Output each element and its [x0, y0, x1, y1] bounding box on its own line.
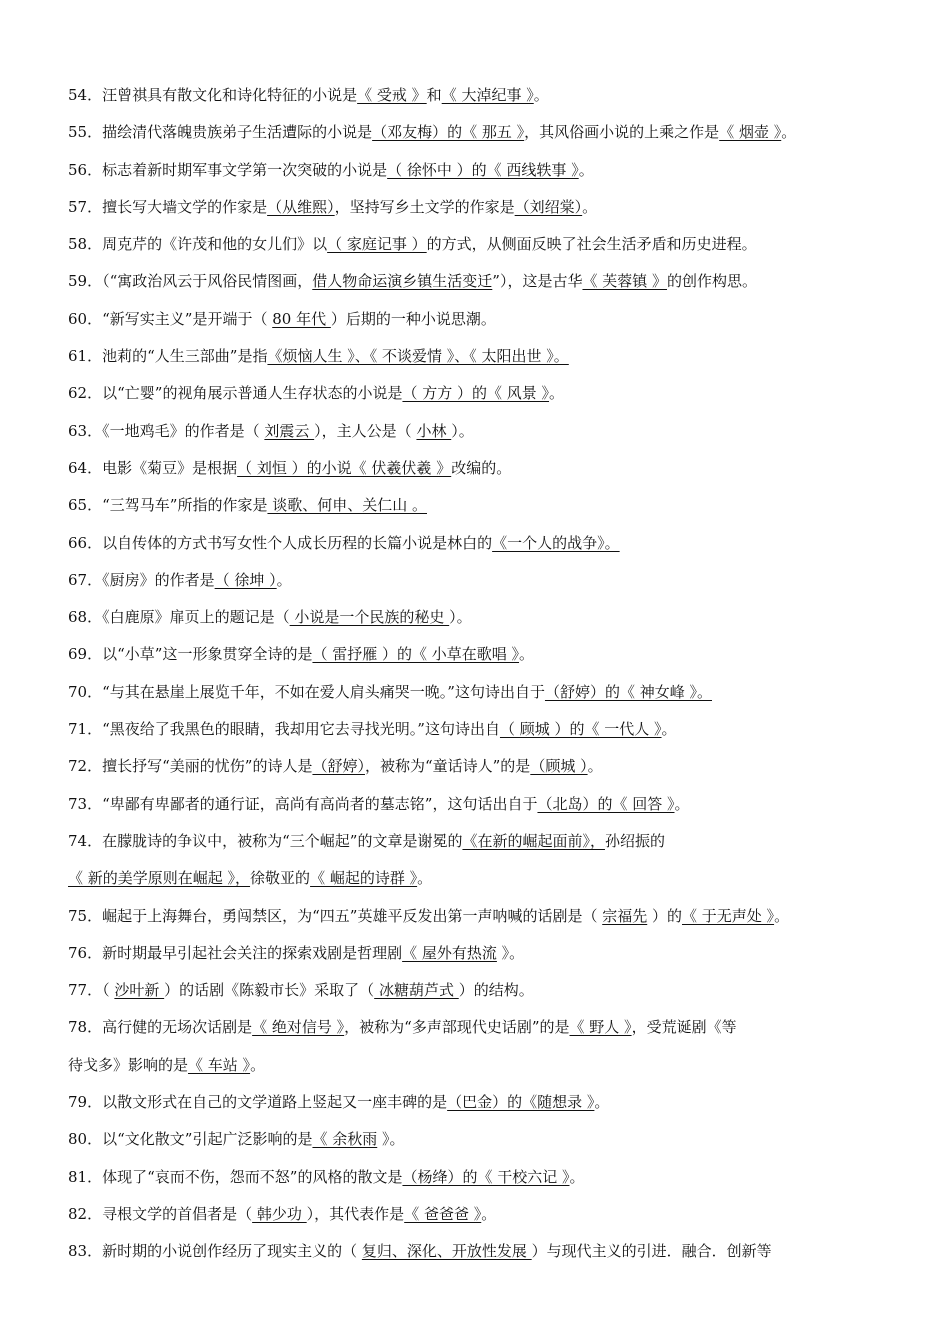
question-line: [68, 898, 890, 935]
question-text: 以“小草”这一形象贯穿全诗的是: [102, 645, 313, 664]
question-text: 以散文形式在自己的文学道路上竖起又一座丰碑的是: [102, 1093, 448, 1112]
question-number: 79: [68, 1093, 88, 1112]
question-number: 66: [68, 533, 88, 552]
question-line: [68, 1047, 890, 1084]
number-separator: ．: [87, 906, 103, 925]
question-text: 以“亡婴”的视角展示普通人生存状态的小说是: [102, 384, 403, 403]
question-text: ，坚持写乡土文学的作家是: [334, 197, 515, 216]
question-text: 。: [533, 86, 549, 104]
number-separator: ．: [87, 421, 103, 440]
question-text: ），其代表作是: [306, 1204, 405, 1223]
question-text: 。: [582, 197, 598, 216]
question-number: 71: [68, 720, 88, 739]
question-number: 81: [68, 1167, 88, 1186]
number-separator: ．: [87, 496, 103, 515]
question-text: 标志着新时期军事文学第一次突破的小说是: [102, 160, 388, 179]
answer-text: （北岛）的《 回答 》: [537, 794, 675, 813]
question-number: 60: [68, 309, 88, 328]
question-text: 寻根文学的首倡者是（: [102, 1204, 253, 1223]
question-text: 崛起于上海舞台，勇闯禁区，为“四五”英雄平反发出第一声呐喊的话剧是（: [102, 906, 603, 925]
number-separator: ．: [87, 757, 103, 776]
answer-text: 《 芙蓉镇 》: [582, 272, 668, 291]
question-number: 76: [68, 943, 88, 962]
question-line: [68, 748, 890, 785]
question-line: [68, 935, 890, 972]
answer-text: （ 徐怀中 ）的《 西线轶事 》: [387, 160, 579, 179]
question-text: （“寓政治风云于风俗民情图画，: [102, 272, 313, 291]
answer-text: 《在新的崛起面前》，: [462, 831, 605, 850]
number-separator: ．: [87, 1093, 103, 1112]
question-text: 。: [519, 645, 535, 664]
question-number: 55: [68, 123, 88, 142]
question-text: 。: [661, 720, 677, 739]
number-separator: ．: [87, 272, 103, 291]
question-number: 78: [68, 1018, 88, 1037]
question-text: 在朦胧诗的争议中，被称为“三个崛起”的文章是谢冕的: [102, 831, 463, 850]
question-line: [68, 525, 890, 562]
number-separator: ．: [87, 570, 103, 589]
answer-text: 沙叶新: [114, 981, 165, 1000]
number-separator: ．: [87, 160, 103, 179]
answer-text: 《 受戒 》: [357, 86, 427, 104]
question-text: 汪曾祺具有散文化和诗化特征的小说是: [102, 86, 358, 104]
answer-text: （ 雷抒雁 ）的《 小草在歌唱 》: [312, 645, 520, 664]
question-text: 。: [276, 570, 292, 589]
number-separator: ．: [87, 347, 103, 366]
answer-text: （ 刘恒 ）的小说《 伏羲伏羲 》: [237, 458, 452, 477]
question-number: 64: [68, 458, 88, 477]
question-line: [68, 786, 890, 823]
answer-text: 《 烟壶 》: [719, 123, 782, 142]
answer-text: （ 方方 ）的《 风景 》: [402, 384, 550, 403]
answer-text: （舒婷）: [312, 757, 365, 776]
question-text: 。: [578, 160, 594, 179]
question-text: ）。: [449, 608, 472, 627]
question-text: “与其在悬崖上展览千年，不如在爱人肩头痛哭一晚。”这句诗出自于: [102, 682, 545, 701]
question-text: 改编的。: [451, 458, 512, 477]
question-line: [68, 1009, 890, 1046]
answer-text: （巴金）的《随想录 》: [447, 1093, 595, 1112]
question-number: 70: [68, 682, 88, 701]
answer-text: （刘绍棠）: [514, 197, 583, 216]
number-separator: ．: [87, 943, 103, 962]
question-line: [68, 450, 890, 487]
question-line: [68, 152, 890, 189]
number-separator: ．: [87, 384, 103, 403]
answer-text: （舒婷）的《 神女峰 》。: [544, 682, 712, 701]
question-text: 擅长写大墙文学的作家是: [102, 197, 268, 216]
answer-text: 谈歌、何申、关仁山 。: [267, 496, 427, 515]
question-number: 74: [68, 831, 88, 850]
question-text: 以“文化散文”引起广泛影响的是: [102, 1130, 313, 1149]
question-text: ）后期的一种小说思潮。: [330, 309, 496, 328]
number-separator: ．: [87, 831, 103, 850]
question-number: 54: [68, 86, 88, 104]
number-separator: ．: [87, 533, 103, 552]
answer-text: 《 大淖纪事 》: [441, 86, 534, 104]
answer-text: 《 绝对信号 》: [252, 1018, 345, 1037]
question-line: [68, 487, 890, 524]
answer-text: （邓友梅）的《 那五 》: [372, 123, 525, 142]
question-text: “卑鄙有卑鄙者的通行证，高尚有高尚者的墓志铭”，这句话出自于: [102, 794, 538, 813]
number-separator: ．: [87, 197, 103, 216]
question-text: 体现了“哀而不伤，怨而不怒”的风格的散文是: [102, 1167, 403, 1186]
answer-text: 《烦恼人生 》、《 不谈爱情 》、《 太阳出世 》。: [267, 347, 569, 366]
answer-text: 《 新的美学原则在崛起 》，: [68, 869, 251, 888]
question-text: 孙绍振的: [604, 831, 665, 850]
question-text: （: [102, 981, 115, 1000]
answer-text: 刘震云: [264, 421, 315, 440]
number-separator: ．: [87, 86, 103, 104]
number-separator: ．: [87, 458, 103, 477]
question-number: 61: [68, 347, 88, 366]
answer-text: 借人物命运演乡镇生活变迁: [312, 272, 493, 291]
number-separator: ．: [87, 682, 103, 701]
answer-text: （从维熙）: [267, 197, 335, 216]
question-text: 电影《菊豆》是根据: [102, 458, 238, 477]
question-line: [68, 338, 890, 375]
question-text: 。: [587, 757, 603, 776]
question-number: 75: [68, 906, 88, 925]
answer-text: 《 崛起的诗群 》: [310, 869, 418, 888]
answer-text: 复归、深化、开放性发展: [361, 1242, 532, 1261]
number-separator: ．: [87, 981, 103, 1000]
question-line: [68, 599, 890, 636]
question-text: ，其风俗画小说的上乘之作是: [524, 123, 720, 142]
question-text: ”），这是古华: [492, 272, 583, 291]
answer-text: （ 家庭记事 ）: [327, 235, 427, 254]
question-text: 。: [594, 1093, 610, 1112]
number-separator: ．: [87, 123, 103, 142]
question-text: 。: [674, 794, 690, 813]
question-line: [68, 375, 890, 412]
question-line: [68, 972, 890, 1009]
question-text: ，被称为“多声部现代史话剧”的是: [344, 1018, 570, 1037]
question-line: [68, 1121, 890, 1158]
question-text: 。: [250, 1055, 266, 1074]
question-list: [68, 77, 890, 1271]
number-separator: ．: [87, 1130, 103, 1149]
question-number: 65: [68, 496, 88, 515]
question-text: 。: [417, 869, 433, 888]
answer-text: （杨绛）的《 干校六记 》: [402, 1167, 570, 1186]
question-number: 56: [68, 160, 88, 179]
question-text: ）的: [647, 906, 683, 925]
question-text: “三驾马车”所指的作家是: [102, 496, 268, 515]
question-line: [68, 114, 890, 151]
question-line: [68, 1084, 890, 1121]
question-line: [68, 1196, 890, 1233]
question-number: 73: [68, 794, 88, 813]
number-separator: ．: [87, 309, 103, 328]
number-separator: ．: [87, 1204, 103, 1223]
answer-text: 冰糖葫芦式: [374, 981, 459, 1000]
question-number: 83: [68, 1242, 88, 1261]
question-text: 的创作构思。: [667, 272, 758, 291]
question-number: 82: [68, 1204, 88, 1223]
number-separator: ．: [87, 235, 103, 254]
answer-text: 《 余秋雨: [312, 1130, 378, 1149]
question-text: 。: [781, 123, 797, 142]
question-line: [68, 636, 890, 673]
answer-text: 《 车站 》: [188, 1055, 251, 1074]
answer-text: 《 屋外有热流: [402, 943, 497, 962]
number-separator: ．: [87, 794, 103, 813]
question-text: 待戈多》影响的是: [68, 1055, 189, 1074]
answer-text: 80 年代: [272, 309, 331, 328]
answer-text: 《 野人 》: [569, 1018, 632, 1037]
question-text: 高行健的无场次话剧是: [102, 1018, 253, 1037]
question-text: 《厨房》的作者是: [102, 570, 215, 589]
question-text: 新时期最早引起社会关注的探索戏剧是哲理剧: [102, 943, 403, 962]
question-text: 《一地鸡毛》的作者是（: [102, 421, 265, 440]
question-text: ）的结构。: [458, 981, 534, 1000]
number-separator: ．: [87, 1167, 103, 1186]
number-separator: ．: [87, 720, 103, 739]
question-line: [68, 1159, 890, 1196]
question-text: 新时期的小说创作经历了现实主义的（: [102, 1242, 362, 1261]
answer-text: 《一个人的战争》。: [492, 533, 620, 552]
question-line: [68, 226, 890, 263]
question-text: ）的话剧《陈毅市长》采取了（: [164, 981, 375, 1000]
question-line: [68, 263, 890, 300]
question-text: 《白鹿原》扉页上的题记是（: [102, 608, 290, 627]
answer-text: （顾城 ）: [530, 757, 588, 776]
question-line: [68, 860, 890, 897]
question-text: 。: [481, 1204, 497, 1223]
answer-text: （ 顾城 ）的《 一代人 》: [499, 720, 662, 739]
question-text: ），主人公是（: [314, 421, 417, 440]
question-text: 。: [569, 1167, 585, 1186]
question-number: 72: [68, 757, 88, 776]
question-text: “黑夜给了我黑色的眼睛，我却用它去寻找光明。”这句诗出自: [102, 720, 500, 739]
number-separator: ．: [87, 1018, 103, 1037]
question-text: 描绘清代落魄贵族弟子生活遭际的小说是: [102, 123, 373, 142]
number-separator: ．: [87, 608, 103, 627]
question-number: 62: [68, 384, 88, 403]
question-text: 》。: [377, 1130, 405, 1149]
question-number: 80: [68, 1130, 88, 1149]
question-line: [68, 301, 890, 338]
question-line: [68, 1233, 890, 1270]
question-text: 。: [549, 384, 565, 403]
question-text: 和: [426, 86, 442, 104]
question-text: ）。: [451, 421, 474, 440]
answer-text: 小说是一个民族的秘史: [289, 608, 450, 627]
answer-text: （ 徐坤 ）: [214, 570, 277, 589]
question-text: ，被称为“童话诗人”的是: [364, 757, 531, 776]
question-number: 68: [68, 608, 88, 627]
question-text: 周克芹的《许茂和他的女儿们》以: [102, 235, 328, 254]
question-number: 57: [68, 197, 88, 216]
question-number: 69: [68, 645, 88, 664]
question-number: 59: [68, 272, 88, 291]
question-number: 58: [68, 235, 88, 254]
question-text: ）与现代主义的引进．融合．创新等: [531, 1242, 772, 1261]
question-number: 67: [68, 570, 88, 589]
answer-text: 小林: [416, 421, 452, 440]
number-separator: ．: [87, 1242, 103, 1261]
number-separator: ．: [87, 645, 103, 664]
question-text: 徐敬亚的: [250, 869, 311, 888]
question-line: [68, 674, 890, 711]
answer-text: 《 爸爸爸 》: [404, 1204, 482, 1223]
answer-text: 宗福先: [602, 906, 648, 925]
question-number: 63: [68, 421, 88, 440]
question-text: 擅长抒写“美丽的忧伤”的诗人是: [102, 757, 313, 776]
question-line: [68, 711, 890, 748]
question-text: 》。: [496, 943, 525, 962]
question-line: [68, 562, 890, 599]
question-number: 77: [68, 981, 88, 1000]
question-line: [68, 77, 890, 114]
question-text: “新写实主义”是开端于（: [102, 309, 273, 328]
question-line: [68, 413, 890, 450]
question-text: 池莉的“人生三部曲”是指: [102, 347, 268, 366]
question-text: 。: [774, 906, 790, 925]
answer-text: 韩少功: [252, 1204, 307, 1223]
answer-text: 《 于无声处 》: [682, 906, 775, 925]
question-text: ，受荒诞剧《等: [631, 1018, 737, 1037]
question-text: 以自传体的方式书写女性个人成长历程的长篇小说是林白的: [102, 533, 493, 552]
question-text: 的方式，从侧面反映了社会生活矛盾和历史进程。: [426, 235, 757, 254]
question-line: [68, 189, 890, 226]
question-line: [68, 823, 890, 860]
